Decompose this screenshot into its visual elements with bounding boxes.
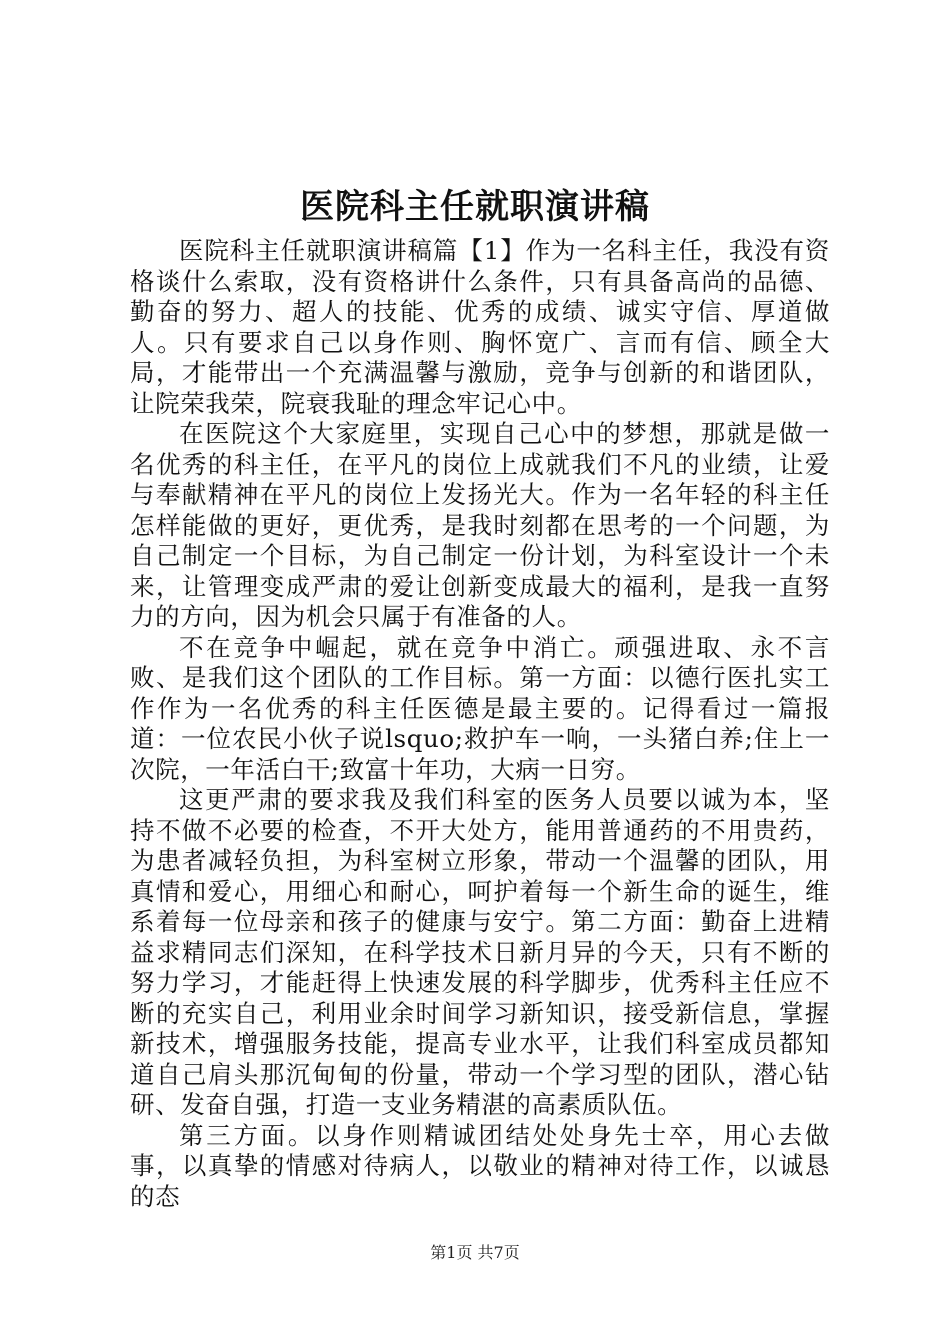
paragraph: 不在竞争中崛起，就在竞争中消亡。顽强进取、永不言败、是我们这个团队的工作目标。第一方面：以德行医扎实工作作为一名优秀的科主任医德是最主要的。记得看过一篇报道：一位农民小伙子说lsquo;救护车一响，一头猪白养;住上一次院，一年活白干;致富十年功，大病一日穷。: [130, 632, 830, 784]
paragraph: 这更严肃的要求我及我们科室的医务人员要以诚为本，坚持不做不必要的检查，不开大处方，能用普通药的不用贵药，为患者减轻负担，为科室树立形象，带动一个温馨的团队，用真情和爱心，用细心和耐心，呵护着每一个新生命的诞生，维系着每一位母亲和孩子的健康与安宁。第二方面：勤奋上进精益求精同志们深知，在科学技术日新月异的今天，只有不断的努力学习，才能赶得上快速发展的科学脚步，优秀科主任应不断的充实自己，利用业余时间学习新知识，接受新信息，掌握新技术，增强服务技能，提高专业水平，让我们科室成员都知道自己肩头那沉甸甸的份量，带动一个学习型的团队，潜心钻研、发奋自强，打造一支业务精湛的高素质队伍。: [130, 785, 830, 1119]
paragraph: 医院科主任就职演讲稿篇【1】作为一名科主任，我没有资格谈什么索取，没有资格讲什么条件，只有具备高尚的品德、勤奋的努力、超人的技能、优秀的成绩、诚实守信、厚道做人。只有要求自己以身作则、胸怀宽广、言而有信、顾全大局，才能带出一个充满温馨与激励，竞争与创新的和谐团队，让院荣我荣，院衰我耻的理念牢记心中。: [130, 236, 830, 418]
paragraph: 在医院这个大家庭里，实现自己心中的梦想，那就是做一名优秀的科主任，在平凡的岗位上成就我们不凡的业绩，让爱与奉献精神在平凡的岗位上发扬光大。作为一名年轻的科主任怎样能做的更好，更优秀，是我时刻都在思考的一个问题，为自己制定一个目标，为自己制定一份计划，为科室设计一个未来，让管理变成严肃的爱让创新变成最大的福利，是我一直努力的方向，因为机会只属于有准备的人。: [130, 419, 830, 631]
document-body: [130, 236, 830, 1212]
document-title: 医院科主任就职演讲稿: [300, 187, 650, 227]
paragraph: 第三方面。以身作则精诚团结处处身先士卒，用心去做事，以真挚的情感对待病人，以敬业的精神对待工作，以诚恳的态: [130, 1120, 830, 1211]
page-number-footer: 第1页 共7页: [430, 1243, 520, 1262]
